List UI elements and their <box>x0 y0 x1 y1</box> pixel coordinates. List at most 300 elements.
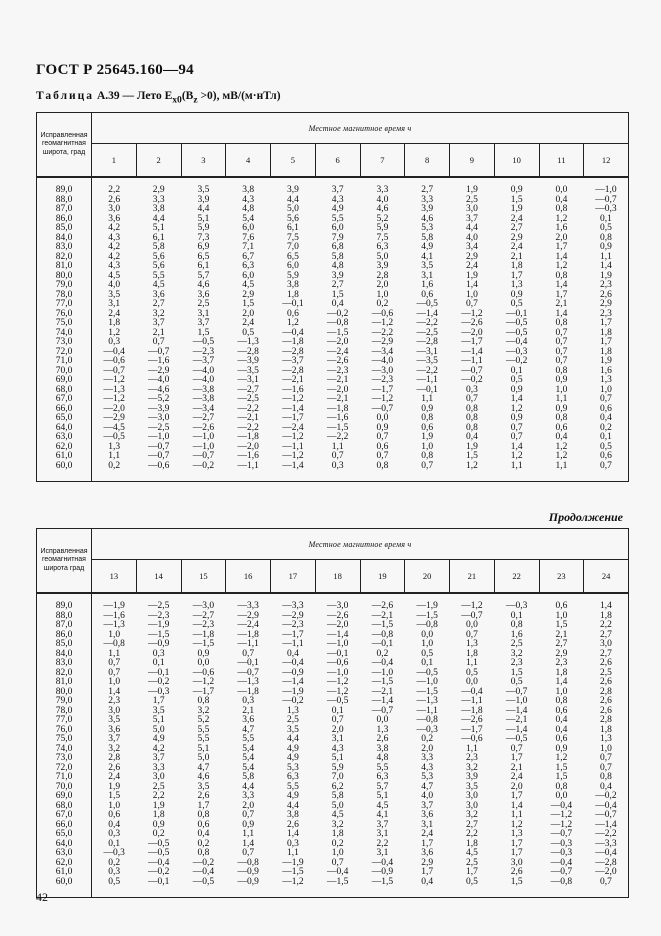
latitude-cell: 68,0 <box>37 802 92 812</box>
value-cell: 0,7 <box>331 451 344 461</box>
value-cell: —0,2 <box>326 308 349 319</box>
value-cell: 3,0 <box>599 639 612 649</box>
value-cell: —2,3 <box>192 620 215 630</box>
value-cell: 2,6 <box>108 762 121 773</box>
value-cell: —1,0 <box>147 432 170 442</box>
value-cell: 3,7 <box>331 185 344 195</box>
hour-column-header: 6 <box>315 144 360 178</box>
value-cell: 2,3 <box>599 308 612 319</box>
page-number: 42 <box>36 890 48 904</box>
latitude-cell: 71,0 <box>37 357 92 367</box>
value-cell: 4,4 <box>242 781 255 792</box>
value-cell: 0,2 <box>376 648 389 659</box>
value-cell: 5,5 <box>286 781 299 792</box>
value-cell: 4,3 <box>331 194 344 205</box>
value-cell: 2,8 <box>108 753 121 763</box>
value-cell: —0,4 <box>371 658 394 668</box>
value-cell: 7,1 <box>242 242 255 252</box>
value-cell: 1,1 <box>555 394 568 404</box>
value-cell: 2,3 <box>510 658 523 668</box>
value-cell: 3,2 <box>465 762 478 773</box>
value-cell: 5,5 <box>376 762 389 773</box>
value-cell: —2,2 <box>371 327 394 338</box>
latitude-cell: 89,0 <box>37 177 92 196</box>
latitude-cell: 72,0 <box>37 764 92 774</box>
value-cell: 2,0 <box>376 280 389 290</box>
value-cell: 1,3 <box>510 829 523 839</box>
value-cell: 4,0 <box>108 280 121 290</box>
latitude-cell: 64,0 <box>37 840 92 850</box>
value-cell: 2,5 <box>465 194 478 205</box>
value-cell: —0,4 <box>282 658 304 668</box>
value-cell: —1,1 <box>282 639 304 649</box>
value-cell: 1,9 <box>465 270 478 281</box>
value-cell: 1,0 <box>555 610 568 621</box>
value-cell: 4,0 <box>421 791 434 801</box>
value-cell: 0,7 <box>331 715 344 725</box>
latitude-cell: 69,0 <box>37 376 92 386</box>
value-cell: —2,2 <box>416 318 438 328</box>
value-cell: 3,1 <box>331 734 344 744</box>
value-cell: 0,6 <box>197 819 210 830</box>
value-cell: 3,6 <box>108 213 121 224</box>
value-cell: 5,5 <box>152 270 165 281</box>
value-cell: 5,5 <box>197 724 210 735</box>
value-cell: —1,0 <box>371 667 394 678</box>
latitude-cell: 67,0 <box>37 811 92 821</box>
latitude-cell: 76,0 <box>37 310 92 320</box>
value-cell: 1,4 <box>555 280 568 290</box>
value-cell: 0,7 <box>465 394 478 404</box>
value-cell: —2,9 <box>371 337 394 347</box>
value-cell: 7,6 <box>242 232 255 243</box>
value-cell: 1,5 <box>510 876 523 887</box>
value-cell: —2,9 <box>103 413 125 423</box>
value-cell: —3,0 <box>192 601 215 611</box>
value-cell: 2,0 <box>510 781 523 792</box>
value-cell: 2,5 <box>465 857 478 868</box>
value-cell: 2,9 <box>421 857 434 868</box>
value-cell: 6,1 <box>286 223 299 233</box>
value-cell: 5,5 <box>197 734 210 744</box>
latitude-cell: 68,0 <box>37 386 92 396</box>
value-cell: 3,2 <box>331 819 344 830</box>
value-cell: 0,3 <box>286 838 299 849</box>
value-cell: 1,1 <box>510 460 523 471</box>
value-cell: 0,2 <box>197 838 210 849</box>
value-cell: 2,3 <box>108 696 121 706</box>
value-cell: —1,2 <box>326 677 349 687</box>
value-cell: 0,6 <box>555 422 568 433</box>
value-cell: —0,3 <box>550 838 573 849</box>
value-cell: —0,1 <box>282 299 304 309</box>
value-cell: 1,7 <box>510 848 523 858</box>
value-cell: —1,7 <box>282 629 304 640</box>
value-cell: —0,4 <box>505 337 528 347</box>
value-cell: 0,0 <box>376 715 389 725</box>
latitude-cell: 77,0 <box>37 300 92 310</box>
value-cell: 1,4 <box>286 829 299 839</box>
table-row <box>37 593 629 612</box>
value-cell: 3,6 <box>152 289 165 300</box>
latitude-column-header: Исправленная геомагнитная широта, град <box>37 113 92 178</box>
value-cell: 2,0 <box>421 743 434 754</box>
value-cell: —2,1 <box>237 413 259 423</box>
value-cell: —1,4 <box>595 819 617 830</box>
latitude-cell: 81,0 <box>37 678 92 688</box>
value-cell: 2,7 <box>152 299 165 309</box>
value-cell: 2,9 <box>242 289 255 300</box>
value-cell: —3,8 <box>192 394 215 404</box>
value-cell: —0,2 <box>147 867 170 877</box>
value-cell: 2,3 <box>465 753 478 763</box>
value-cell: 6,9 <box>197 242 210 252</box>
value-cell: 6,1 <box>152 232 165 243</box>
hour-column-header: 3 <box>181 144 226 178</box>
value-cell: 0,8 <box>421 413 434 423</box>
value-cell: 0,7 <box>108 667 121 678</box>
value-cell: 4,2 <box>152 743 165 754</box>
value-cell: 1,5 <box>555 772 568 782</box>
value-cell: 1,9 <box>152 800 165 811</box>
latitude-cell: 64,0 <box>37 424 92 434</box>
value-cell: 1,7 <box>152 696 165 706</box>
value-cell: 7,0 <box>286 242 299 252</box>
value-cell: 2,4 <box>108 308 121 319</box>
value-cell: 0,9 <box>152 819 165 830</box>
value-cell: 1,1 <box>108 648 121 659</box>
value-cell: —2,4 <box>326 346 349 357</box>
caption-units: >0), мВ/(м·нТл) <box>197 90 281 102</box>
value-cell: 3,5 <box>197 781 210 792</box>
value-cell: —1,4 <box>461 346 483 357</box>
value-cell: 3,3 <box>242 791 255 801</box>
value-cell: —2,5 <box>147 422 170 433</box>
value-cell: 0,8 <box>555 318 568 328</box>
value-cell: —0,5 <box>505 734 528 744</box>
latitude-cell: 69,0 <box>37 792 92 802</box>
value-cell: —1,3 <box>237 677 259 687</box>
hour-column-header: 22 <box>494 560 539 594</box>
value-cell: 4,8 <box>242 204 255 214</box>
value-cell: 0,9 <box>555 403 568 414</box>
value-cell: 3,2 <box>108 743 121 754</box>
value-cell: —4,0 <box>192 375 215 385</box>
value-cell: 0,2 <box>376 299 389 309</box>
hour-column-header: 2 <box>136 144 181 178</box>
value-cell: —2,0 <box>595 867 617 877</box>
hour-column-header: 14 <box>136 560 181 594</box>
latitude-cell: 86,0 <box>37 215 92 225</box>
value-cell: 2,1 <box>152 327 165 338</box>
value-cell: —0,3 <box>147 686 170 697</box>
value-cell: 0,4 <box>465 432 478 442</box>
value-cell: 2,4 <box>421 829 434 839</box>
value-cell: 0,4 <box>108 819 121 830</box>
value-cell: —1,2 <box>103 394 125 404</box>
value-cell: —3,3 <box>595 838 617 849</box>
value-cell: —1,5 <box>371 876 394 887</box>
latitude-cell: 65,0 <box>37 830 92 840</box>
value-cell: 5,6 <box>152 251 165 262</box>
value-cell: —1,6 <box>237 451 259 461</box>
value-cell: —1,1 <box>461 696 483 706</box>
value-cell: 1,0 <box>599 384 612 395</box>
value-cell: 2,3 <box>599 280 612 290</box>
latitude-cell: 70,0 <box>37 783 92 793</box>
value-cell: 1,4 <box>510 800 523 811</box>
value-cell: —0,2 <box>192 857 215 868</box>
value-cell: —1,5 <box>326 327 349 338</box>
value-cell: 2,4 <box>108 772 121 782</box>
value-cell: 2,4 <box>242 318 255 328</box>
value-cell: —1,4 <box>282 460 304 471</box>
value-cell: 3,0 <box>108 204 121 214</box>
value-cell: —0,2 <box>282 696 304 706</box>
value-cell: 2,5 <box>599 667 612 678</box>
value-cell: —1,4 <box>505 705 528 716</box>
value-cell: 0,8 <box>465 422 478 433</box>
value-cell: 0,5 <box>108 876 121 887</box>
data-table-hours-1-12 <box>36 112 629 482</box>
value-cell: —0,7 <box>237 667 259 678</box>
value-cell: 0,6 <box>555 705 568 716</box>
latitude-cell: 71,0 <box>37 773 92 783</box>
latitude-cell: 67,0 <box>37 395 92 405</box>
value-cell: 2,5 <box>152 781 165 792</box>
value-cell: 0,7 <box>599 762 612 773</box>
value-cell: —0,6 <box>147 460 170 471</box>
value-cell: —0,9 <box>237 867 259 877</box>
value-cell: 3,7 <box>421 800 434 811</box>
value-cell: 1,7 <box>555 242 568 252</box>
value-cell: 3,1 <box>376 848 389 858</box>
value-cell: —3,1 <box>416 346 438 357</box>
value-cell: 0,8 <box>555 365 568 376</box>
value-cell: 4,4 <box>286 194 299 205</box>
value-cell: 1,4 <box>599 601 612 611</box>
value-cell: 5,9 <box>197 223 210 233</box>
value-cell: 2,6 <box>376 734 389 744</box>
value-cell: 1,7 <box>510 838 523 849</box>
value-cell: 4,5 <box>331 810 344 820</box>
value-cell: 0,3 <box>108 829 121 839</box>
document-title: ГОСТ Р 25645.160—94 <box>36 62 194 78</box>
value-cell: —1,5 <box>326 422 349 433</box>
latitude-cell: 66,0 <box>37 821 92 831</box>
value-cell: —1,0 <box>192 441 215 452</box>
value-cell: 1,4 <box>465 280 478 290</box>
value-cell: 1,4 <box>242 838 255 849</box>
latitude-cell: 73,0 <box>37 754 92 764</box>
value-cell: 2,7 <box>331 280 344 290</box>
value-cell: 1,0 <box>108 629 121 640</box>
value-cell: —2,8 <box>282 346 304 357</box>
value-cell: 3,8 <box>376 743 389 754</box>
value-cell: 5,9 <box>331 762 344 773</box>
value-cell: 0,8 <box>599 772 612 782</box>
value-cell: 1,2 <box>108 327 121 338</box>
value-cell: —1,9 <box>282 686 304 697</box>
latitude-cell: 79,0 <box>37 697 92 707</box>
latitude-cell: 81,0 <box>37 262 92 272</box>
value-cell: —0,5 <box>103 432 125 442</box>
value-cell: 5,4 <box>242 753 255 763</box>
value-cell: —0,8 <box>103 639 125 649</box>
value-cell: —2,0 <box>103 403 125 414</box>
table-row <box>37 878 629 898</box>
value-cell: —0,4 <box>461 686 483 697</box>
value-cell: —1,0 <box>416 677 438 687</box>
value-cell: —2,6 <box>461 715 483 725</box>
value-cell: 1,3 <box>286 705 299 716</box>
value-cell: 1,5 <box>555 620 568 630</box>
value-cell: 1,5 <box>555 762 568 773</box>
value-cell: —2,3 <box>192 346 215 357</box>
value-cell: 2,9 <box>599 299 612 309</box>
value-cell: —3,9 <box>237 356 259 366</box>
value-cell: —0,7 <box>147 441 170 452</box>
value-cell: 2,6 <box>510 867 523 877</box>
value-cell: —2,8 <box>416 337 438 347</box>
hour-column-header: 12 <box>584 144 629 178</box>
value-cell: 7,0 <box>331 772 344 782</box>
value-cell: 4,5 <box>152 280 165 290</box>
value-cell: 3,5 <box>108 289 121 300</box>
value-cell: —0,7 <box>461 365 483 376</box>
value-cell: 3,9 <box>331 270 344 281</box>
value-cell: 4,9 <box>286 753 299 763</box>
latitude-cell: 88,0 <box>37 612 92 622</box>
value-cell: 3,1 <box>421 819 434 830</box>
value-cell: 1,9 <box>421 432 434 442</box>
value-cell: 5,1 <box>376 791 389 801</box>
latitude-cell: 63,0 <box>37 849 92 859</box>
value-cell: 5,8 <box>331 791 344 801</box>
value-cell: 1,0 <box>465 289 478 300</box>
value-cell: 0,8 <box>555 696 568 706</box>
value-cell: 4,3 <box>331 743 344 754</box>
value-cell: 0,1 <box>510 610 523 621</box>
value-cell: 2,4 <box>510 772 523 782</box>
value-cell: 1,3 <box>108 441 121 452</box>
value-cell: 1,5 <box>197 327 210 338</box>
value-cell: —0,6 <box>461 734 483 744</box>
hour-column-header: 7 <box>360 144 405 178</box>
value-cell: —0,7 <box>192 451 215 461</box>
value-cell: —2,4 <box>282 422 304 433</box>
value-cell: 1,6 <box>421 280 434 290</box>
value-cell: —1,2 <box>550 810 573 820</box>
value-cell: 0,9 <box>510 413 523 423</box>
value-cell: 0,7 <box>599 394 612 404</box>
value-cell: —4,6 <box>147 384 170 395</box>
value-cell: —3,0 <box>326 601 349 611</box>
value-cell: —1,2 <box>282 432 304 442</box>
value-cell: —0,3 <box>416 724 438 735</box>
value-cell: 5,4 <box>242 762 255 773</box>
value-cell: —3,7 <box>192 356 215 366</box>
value-cell: —0,3 <box>595 204 617 214</box>
value-cell: 1,8 <box>331 829 344 839</box>
value-cell: 6,5 <box>197 251 210 262</box>
value-cell: —1,2 <box>371 394 394 404</box>
value-cell: 1,8 <box>465 838 478 849</box>
value-cell: 6,0 <box>242 223 255 233</box>
value-cell: —0,5 <box>326 696 349 706</box>
value-cell: 2,5 <box>510 639 523 649</box>
value-cell: 2,4 <box>465 261 478 271</box>
value-cell: —0,4 <box>595 800 617 811</box>
value-cell: 2,6 <box>286 819 299 830</box>
value-cell: 1,9 <box>510 204 523 214</box>
value-cell: —0,9 <box>371 867 394 877</box>
value-cell: 0,7 <box>555 327 568 338</box>
value-cell: 5,0 <box>152 724 165 735</box>
value-cell: —1,1 <box>237 639 259 649</box>
value-cell: 6,0 <box>242 270 255 281</box>
value-cell: —1,9 <box>147 620 170 630</box>
value-cell: —2,1 <box>282 375 304 385</box>
value-cell: 4,8 <box>331 261 344 271</box>
value-cell: 1,1 <box>599 251 612 262</box>
value-cell: —1,5 <box>282 867 304 877</box>
value-cell: 4,2 <box>108 251 121 262</box>
latitude-cell: 87,0 <box>37 621 92 631</box>
value-cell: 5,3 <box>421 772 434 782</box>
value-cell: 0,7 <box>599 753 612 763</box>
value-cell: —4,0 <box>147 375 170 385</box>
value-cell: —2,1 <box>326 394 349 404</box>
value-cell: 5,9 <box>286 270 299 281</box>
value-cell: 4,5 <box>376 800 389 811</box>
value-cell: 7,5 <box>376 232 389 243</box>
latitude-cell: 65,0 <box>37 414 92 424</box>
value-cell: 0,0 <box>465 677 478 687</box>
latitude-cell: 72,0 <box>37 348 92 358</box>
value-cell: 5,5 <box>242 734 255 744</box>
value-cell: —1,5 <box>416 610 438 621</box>
value-cell: —0,3 <box>550 848 573 858</box>
value-cell: —2,6 <box>371 601 394 611</box>
value-cell: 0,8 <box>465 413 478 423</box>
value-cell: —2,5 <box>147 601 170 611</box>
hour-column-header: 20 <box>405 560 450 594</box>
value-cell: 1,4 <box>599 261 612 271</box>
value-cell: 0,0 <box>197 658 210 668</box>
value-cell: —2,2 <box>595 829 617 839</box>
value-cell: —1,2 <box>461 308 483 319</box>
value-cell: —1,8 <box>237 686 259 697</box>
value-cell: —2,3 <box>371 375 394 385</box>
value-cell: 2,1 <box>555 629 568 640</box>
value-cell: 6,2 <box>331 781 344 792</box>
value-cell: —0,4 <box>192 867 215 877</box>
value-cell: 2,7 <box>421 185 434 195</box>
value-cell: 1,4 <box>510 394 523 404</box>
value-cell: 0,8 <box>197 696 210 706</box>
value-cell: 1,0 <box>376 289 389 300</box>
value-cell: 2,6 <box>599 677 612 687</box>
value-cell: 2,1 <box>510 762 523 773</box>
value-cell: —1,2 <box>282 451 304 461</box>
value-cell: 5,9 <box>376 223 389 233</box>
value-cell: —2,7 <box>192 610 215 621</box>
value-cell: 2,6 <box>599 705 612 716</box>
value-cell: 0,7 <box>331 857 344 868</box>
value-cell: 3,5 <box>108 715 121 725</box>
value-cell: 0,4 <box>286 648 299 659</box>
